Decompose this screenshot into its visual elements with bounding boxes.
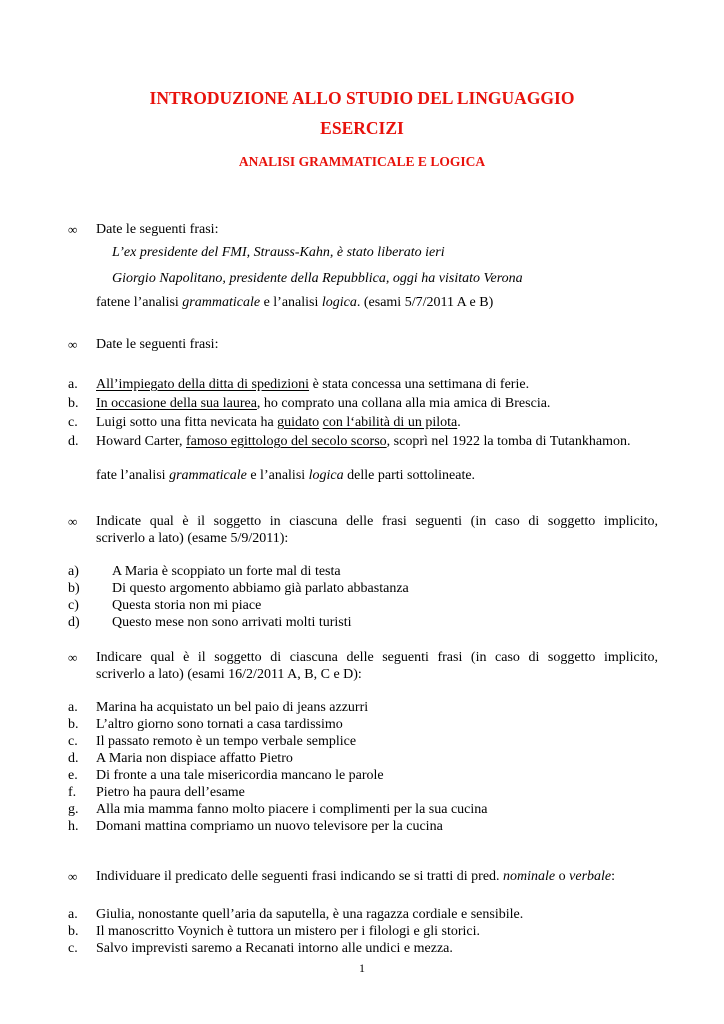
- ex4-item: Domani mattina compriamo un nuovo televisore per la cucina: [96, 819, 443, 834]
- ex2-intro: Date le seguenti frasi:: [96, 337, 219, 352]
- list-label: e.: [68, 768, 78, 783]
- ex3-intro-line-2: scriverlo a lato) (esame 5/9/2011):: [96, 531, 289, 546]
- ex4-item: Pietro ha paura dell’esame: [96, 785, 245, 800]
- ex2-item-c: Luigi sotto una fitta nevicata ha guidato con l‘abilità di un pilota.: [96, 415, 461, 430]
- bullet-symbol: ∞: [68, 869, 78, 884]
- ex3-item: Questa storia non mi piace: [112, 598, 262, 613]
- list-label: g.: [68, 802, 79, 817]
- ex1-sentence-1: L’ex presidente del FMI, Strauss-Kahn, è stato liberato ieri: [112, 245, 445, 260]
- list-label: d.: [68, 751, 79, 766]
- list-label: b.: [68, 924, 79, 939]
- ex5-item: Salvo imprevisti saremo a Recanati intorno alle undici e mezza.: [96, 941, 453, 956]
- ex4-intro-line-2: scriverlo a lato) (esami 16/2/2011 A, B, C e D):: [96, 667, 362, 682]
- ex4-intro-line-1: Indicare qual è il soggetto di ciascuna delle seguenti frasi (in caso di soggetto implicito,: [96, 650, 658, 665]
- ex4-item: Marina ha acquistato un bel paio di jeans azzurri: [96, 700, 369, 715]
- list-label: d.: [68, 434, 79, 449]
- bullet-symbol: ∞: [68, 514, 78, 529]
- ex3-item: A Maria è scoppiato un forte mal di testa: [112, 564, 341, 579]
- ex3-item: Di questo argomento abbiamo già parlato abbastanza: [112, 581, 409, 596]
- ex5-item: Giulia, nonostante quell’aria da saputella, è una ragazza cordiale e sensibile.: [96, 907, 524, 922]
- list-label: d): [68, 615, 80, 630]
- list-label: a.: [68, 700, 78, 715]
- list-label: c.: [68, 941, 78, 956]
- ex4-item: L’altro giorno sono tornati a casa tardissimo: [96, 717, 343, 732]
- ex2-task: fate l’analisi grammaticale e l’analisi logica delle parti sottolineate.: [96, 468, 476, 483]
- list-label: h.: [68, 819, 79, 834]
- list-label: f.: [68, 785, 77, 800]
- ex3-item: Questo mese non sono arrivati molti turisti: [112, 615, 352, 630]
- list-label: b.: [68, 396, 79, 411]
- bullet-symbol: ∞: [68, 650, 78, 665]
- list-label: c): [68, 598, 79, 613]
- ex5-item: Il manoscritto Voynich è tuttora un mistero per i filologi e gli storici.: [96, 924, 481, 939]
- document-subtitle: ESERCIZI: [320, 118, 404, 138]
- list-label: c.: [68, 734, 78, 749]
- list-label: b.: [68, 717, 79, 732]
- ex4-item: Il passato remoto è un tempo verbale semplice: [96, 734, 357, 749]
- ex4-item: A Maria non dispiace affatto Pietro: [96, 751, 293, 766]
- page-number: 1: [359, 961, 365, 975]
- bullet-symbol: ∞: [68, 337, 78, 352]
- list-label: b): [68, 581, 80, 596]
- list-label: a.: [68, 907, 78, 922]
- ex1-intro: Date le seguenti frasi:: [96, 222, 219, 237]
- ex4-item: Alla mia mamma fanno molto piacere i complimenti per la sua cucina: [96, 802, 488, 817]
- ex2-item-a: All’impiegato della ditta di spedizioni è stata concessa una settimana di ferie.: [96, 377, 530, 392]
- list-label: a): [68, 564, 79, 579]
- ex2-item-b: In occasione della sua laurea, ho comprato una collana alla mia amica di Brescia.: [96, 396, 551, 411]
- ex1-sentence-2: Giorgio Napolitano, presidente della Repubblica, oggi ha visitato Verona: [112, 271, 523, 286]
- ex2-item-d: Howard Carter, famoso egittologo del secolo scorso, scoprì nel 1922 la tomba di Tutankhamon.: [96, 434, 631, 449]
- ex3-intro-line-1: Indicate qual è il soggetto in ciascuna delle frasi seguenti (in caso di soggetto implicito,: [96, 514, 658, 529]
- list-label: a.: [68, 377, 78, 392]
- bullet-symbol: ∞: [68, 222, 78, 237]
- document-title: INTRODUZIONE ALLO STUDIO DEL LINGUAGGIO: [149, 88, 575, 108]
- list-label: c.: [68, 415, 78, 430]
- ex1-task: fatene l’analisi grammaticale e l’analisi logica. (esami 5/7/2011 A e B): [96, 295, 494, 310]
- ex5-intro: Individuare il predicato delle seguenti frasi indicando se si tratti di pred. nominale o verbale:: [96, 869, 616, 884]
- section-heading: ANALISI GRAMMATICALE E LOGICA: [238, 154, 486, 169]
- ex4-item: Di fronte a una tale misericordia mancano le parole: [96, 768, 384, 783]
